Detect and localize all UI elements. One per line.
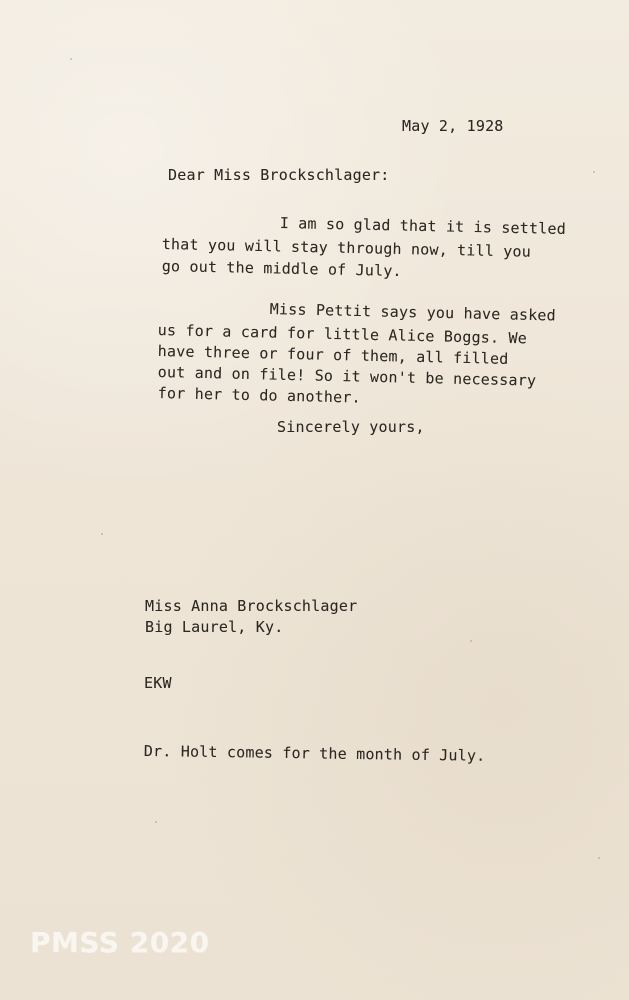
paragraph-2-line-4: out and on file! So it won't be necessary: [157, 363, 537, 390]
letter-closing: Sincerely yours,: [277, 418, 425, 436]
letter-salutation: Dear Miss Brockschlager:: [168, 166, 390, 184]
recipient-name: Miss Anna Brockschlager: [145, 597, 358, 615]
paper-speck: [101, 533, 103, 535]
letter-date: May 2, 1928: [402, 117, 504, 135]
postscript: Dr. Holt comes for the month of July.: [143, 742, 486, 765]
typist-initials: EKW: [144, 674, 172, 692]
paragraph-2-line-1: Miss Pettit says you have asked: [269, 300, 557, 325]
paper-speck: [155, 821, 157, 823]
paragraph-2-line-2: us for a card for little Alice Boggs. We: [157, 321, 528, 348]
paragraph-2-line-3: have three or four of them, all filled: [157, 342, 509, 368]
archive-watermark: PMSS 2020: [30, 926, 210, 959]
paper-speck: [70, 58, 72, 60]
recipient-location: Big Laurel, Ky.: [145, 618, 284, 636]
paper-speck: [593, 171, 595, 173]
paragraph-1-line-2: that you will stay through now, till you: [161, 235, 532, 261]
paragraph-1-line-1: I am so glad that it is settled: [279, 214, 567, 238]
paper-speck: [598, 857, 600, 859]
paper-speck: [470, 640, 472, 642]
paragraph-2-line-5: for her to do another.: [157, 384, 362, 407]
paragraph-1-line-3: go out the middle of July.: [161, 257, 402, 281]
